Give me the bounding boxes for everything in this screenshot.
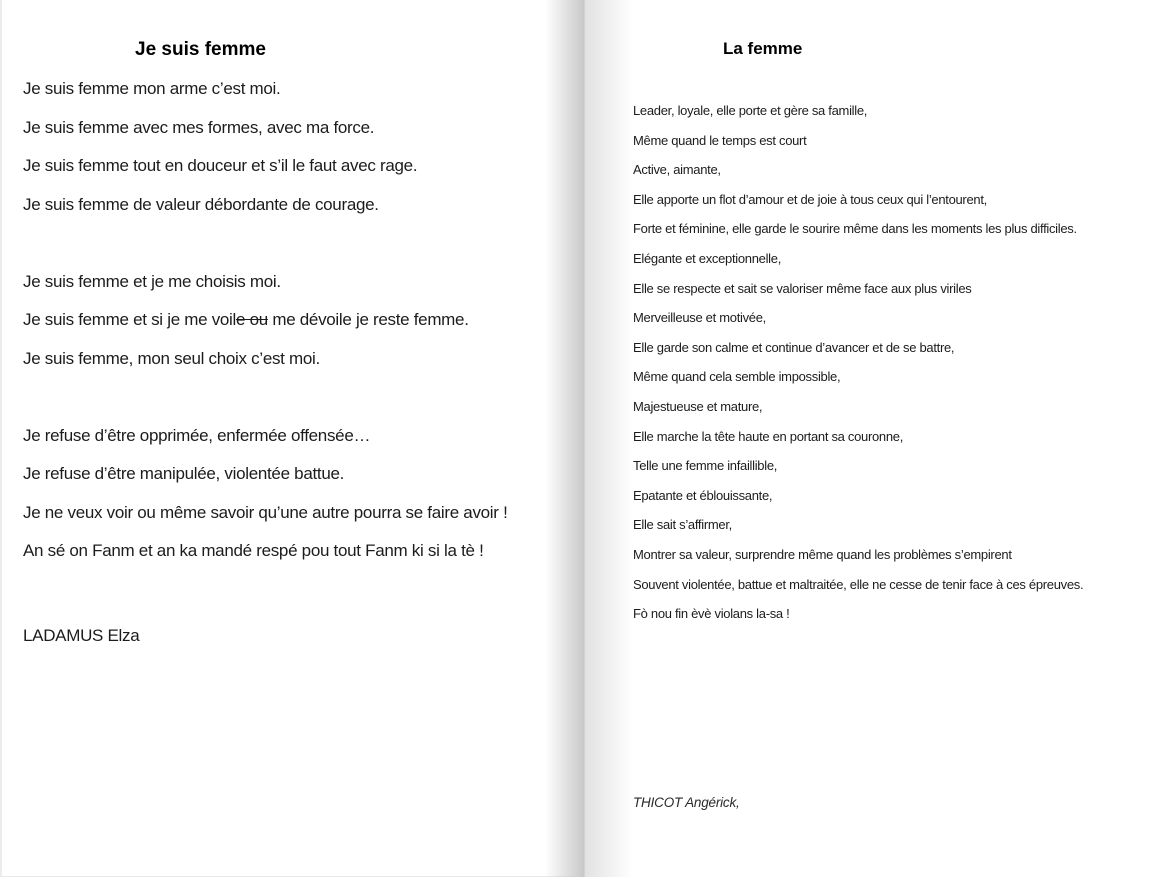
left-stanza-1 bbox=[23, 70, 574, 224]
poem-line: Leader, loyale, elle porte et gère sa famille, bbox=[633, 103, 868, 118]
poem-line: Montrer sa valeur, surprendre même quand les problèmes s’empirent bbox=[633, 546, 1012, 562]
poem-line: Même quand le temps est court bbox=[633, 132, 807, 148]
poem-line: Active, aimante, bbox=[633, 162, 721, 178]
poem-line: Merveilleuse et motivée, bbox=[633, 310, 766, 326]
poem-line: Majestueuse et mature, bbox=[633, 398, 763, 414]
poem-line: Elle sait s’affirmer, bbox=[633, 517, 732, 533]
poem-line-with-strikethrough bbox=[23, 301, 574, 340]
line-suffix-text: me dévoile je reste femme. bbox=[267, 310, 469, 329]
poem-line: Je suis femme tout en douceur et s’il le faut avec rage. bbox=[23, 156, 418, 175]
left-page bbox=[0, 0, 584, 877]
poem-line: Elle garde son calme et continue d’avancer et de se battre, bbox=[633, 339, 955, 355]
poem-line: Elle apporte un flot d’amour et de joie à tous ceux qui l’entourent, bbox=[633, 191, 987, 207]
poem-line: Je suis femme et je me choisis moi. bbox=[23, 271, 281, 291]
poem-line: Forte et féminine, elle garde le sourire même dans les moments les plus difficiles. bbox=[633, 221, 1077, 237]
poem-line: Je refuse d’être opprimée, enfermée offensée… bbox=[23, 425, 371, 445]
right-poem-author: THICOT Angérick, bbox=[633, 794, 740, 810]
poem-line: Elégante et exceptionnelle, bbox=[633, 250, 782, 266]
poem-line: Même quand cela semble impossible, bbox=[633, 369, 841, 385]
left-poem-title: Je suis femme bbox=[135, 39, 266, 60]
poem-line: Je suis femme avec mes formes, avec ma force. bbox=[23, 117, 375, 137]
poem-line: Je suis femme mon arme c’est moi. bbox=[23, 79, 281, 98]
poem-line: Fò nou fin èvè violans la-sa ! bbox=[633, 606, 790, 622]
poem-line: Souvent violentée, battue et maltraitée, elle ne cesse de tenir face à ces épreuves. bbox=[633, 576, 1084, 592]
poem-line: Epatante et éblouissante, bbox=[633, 487, 773, 503]
poem-line: Je suis femme de valeur débordante de courage. bbox=[23, 194, 379, 214]
poem-line: Je refuse d’être manipulée, violentée battue. bbox=[23, 464, 345, 483]
line-prefix-text: Je suis femme et si je me voil bbox=[23, 310, 237, 329]
poem-line: An sé on Fanm et an ka mandé respé pou tout Fanm ki si la tè ! bbox=[23, 541, 484, 560]
right-poem-body bbox=[633, 96, 1159, 629]
left-poem-author: LADAMUS Elza bbox=[23, 625, 140, 645]
poem-line: Telle une femme infaillible, bbox=[633, 458, 778, 474]
struck-text: e ou bbox=[236, 310, 268, 329]
right-poem-title: La femme bbox=[723, 39, 803, 58]
right-page bbox=[585, 0, 1169, 877]
poem-line: Je suis femme, mon seul choix c’est moi. bbox=[23, 348, 320, 368]
poem-line: Je ne veux voir ou même savoir qu’une autre pourra se faire avoir ! bbox=[23, 502, 508, 522]
poem-line: Elle marche la tête haute en portant sa couronne, bbox=[633, 428, 904, 444]
poem-line: Elle se respecte et sait se valoriser même face aux plus viriles bbox=[633, 280, 972, 296]
left-stanza-3 bbox=[23, 417, 574, 571]
left-stanza-2 bbox=[23, 263, 574, 379]
